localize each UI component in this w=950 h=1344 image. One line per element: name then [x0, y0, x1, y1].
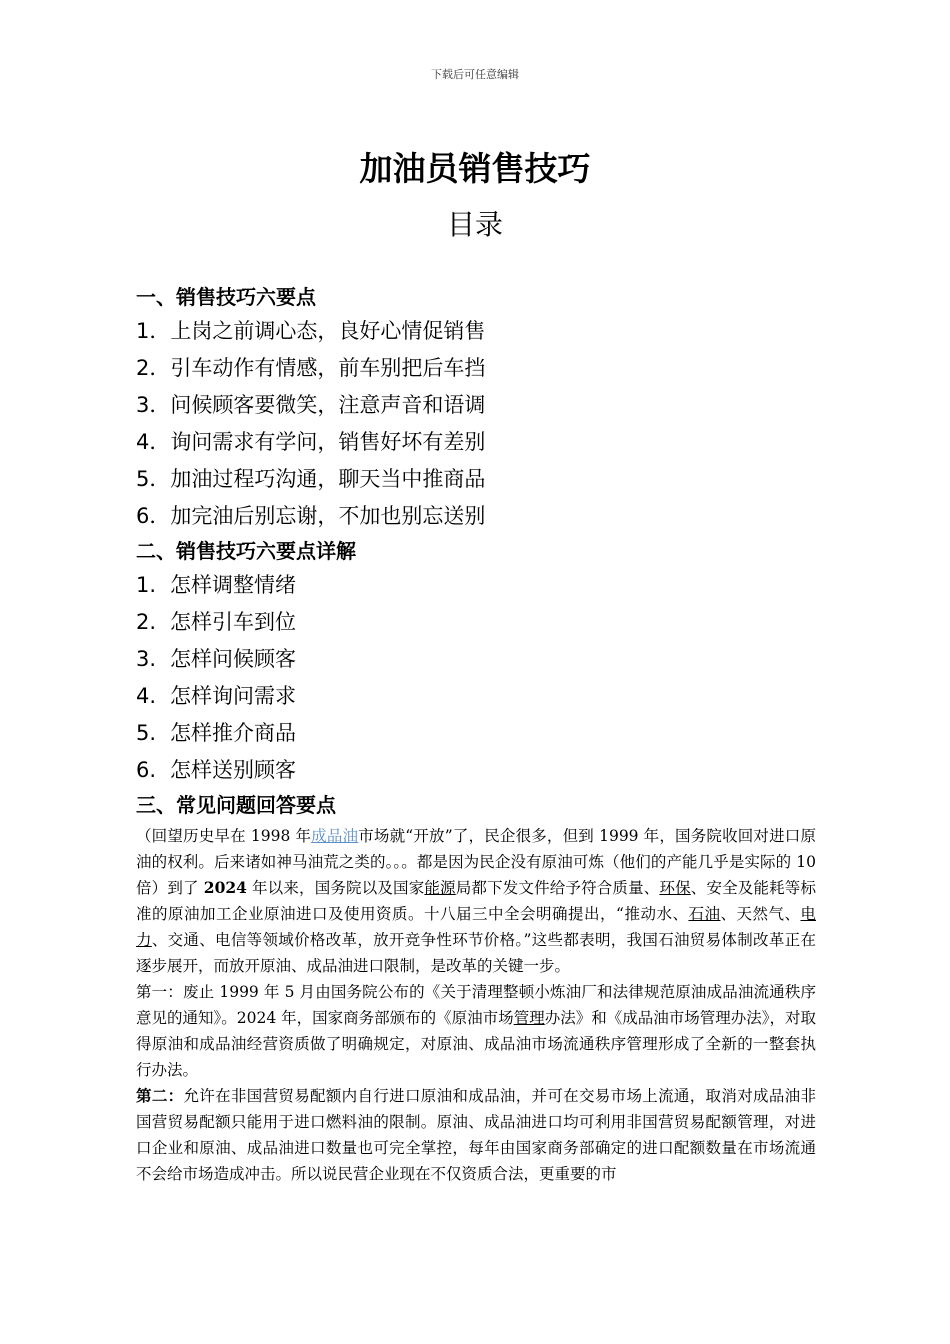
toc-item[interactable]: 6．加完油后别忘谢，不加也别忘送别 [136, 504, 486, 528]
toc-item[interactable]: 5．加油过程巧沟通，聊天当中推商品 [136, 467, 486, 491]
management-link[interactable]: 管理 [513, 1009, 545, 1027]
toc-item[interactable]: 1. 怎样调整情绪 [136, 573, 296, 597]
toc-item[interactable]: 3. 怎样问候顾客 [136, 647, 296, 671]
toc-item[interactable]: 4. 怎样询问需求 [136, 684, 296, 708]
toc-item[interactable]: 2．引车动作有情感，前车别把后车挡 [136, 356, 486, 380]
header-note: 下载后可任意编辑 [431, 68, 519, 81]
energy-link[interactable]: 能源 [424, 879, 456, 897]
section-heading-one: 一、销售技巧六要点 [136, 285, 316, 309]
refined-oil-link[interactable]: 成品油 [311, 827, 359, 845]
petroleum-link[interactable]: 石油 [688, 905, 721, 923]
history-paragraph: （回望历史早在 1998 年成品油市场就“开放”了，民企很多，但到 1999 年，国务院收回对进口原油的权利。后来诸如神马油荒之类的。。。都是因为民企没有原油可炼（他们的产能几乎是实际的 10 倍）到了 2024 年以来，国务院以及国家能源局都下发文件给予符合质量、环保、安全及能耗等标准的原油加工企业原油进口及使用资质。十八届三中全会明确提出，“推动水、石油、天然气、电力、交通、电信等领域价格改革，放开竞争性环节价格。”这些都表明，我国石油贸易体制改革正在逐步展开，而放开原油、成品油进口限制，是改革的关键一步。 [136, 827, 816, 975]
toc-item[interactable]: 1．上岗之前调心态，良好心情促销售 [136, 319, 486, 343]
environment-link[interactable]: 环保 [659, 879, 691, 897]
toc-item[interactable]: 3．问候顾客要微笑，注意声音和语调 [136, 393, 486, 417]
toc-item[interactable]: 5. 怎样推介商品 [136, 721, 296, 745]
section-heading-three: 三、常见问题回答要点 [136, 793, 336, 817]
toc-title: 目录 [446, 208, 503, 241]
toc-item[interactable]: 2. 怎样引车到位 [136, 610, 296, 634]
point-two-paragraph: 第二：允许在非国营贸易配额内自行进口原油和成品油，并可在交易市场上流通，取消对成品油非国营贸易配额只能用于进口燃料油的限制。原油、成品油进口均可利用非国营贸易配额管理，对进口企业和原油、成品油进口数量也可完全掌控，每年由国家商务部确定的进口配额数量在市场流通不会给市场造成冲击。所以说民营企业现在不仅资质合法，更重要的市 [136, 1086, 816, 1183]
toc-item[interactable]: 6. 怎样送别顾客 [136, 758, 296, 782]
document-body [136, 281, 816, 1187]
toc-item[interactable]: 4．询问需求有学问，销售好坏有差别 [136, 430, 486, 454]
electric-power-link[interactable]: 电力 [136, 905, 816, 949]
point-one-paragraph: 第一：废止 1999 年 5 月由国务院公布的《关于清理整顿小炼油厂和法律规范原油成品油流通秩序意见的通知》。2024 年，国家商务部颁布的《原油市场管理办法》和《成品油市场管理办法》，对取得原油和成品油经营资质做了明确规定，对原油、成品油市场流通秩序管理形成了全新的一整套执行办法。 [136, 983, 816, 1079]
section-heading-two: 二、销售技巧六要点详解 [136, 539, 356, 563]
document-title: 加油员销售技巧 [359, 149, 591, 188]
